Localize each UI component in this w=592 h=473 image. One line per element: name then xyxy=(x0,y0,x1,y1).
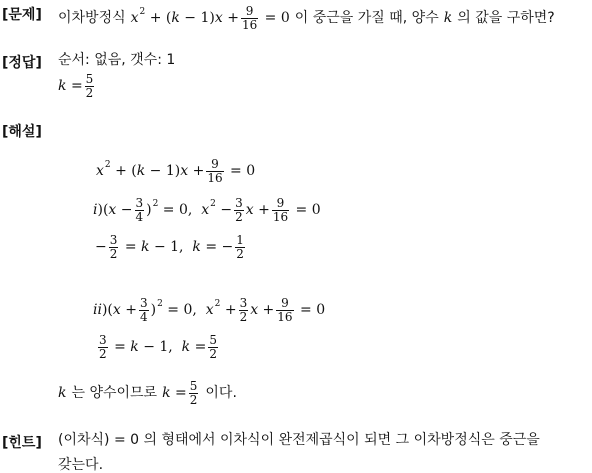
fraction: $\frac{1}{2}$ xyxy=(236,232,244,261)
problem-text-middle: 이 중근을 가질 때, 양수 xyxy=(294,10,439,26)
solution-case-1: i )( x − $\frac{3}{4}$ ) 2 = 0, x 2 − $\frac{3}{2}$ x + $\frac{9}{16}$ = 0 xyxy=(93,195,321,224)
hint-line-1: (이차식) = 0 의 형태에서 이차식이 완전제곱식이 되면 그 이차방정식은 중근을 xyxy=(58,432,540,448)
problem-text-intro: 이차방정식 xyxy=(58,10,126,26)
answer-label: [정답] xyxy=(2,55,42,71)
solution-line-5: $\frac{3}{2}$ = k − 1, k = $\frac{5}{2}$ xyxy=(99,332,217,361)
solution-label: [해설] xyxy=(2,124,42,140)
conclusion-text: 는 양수이므로 xyxy=(71,385,158,401)
fraction: $\frac{9}{16}$ xyxy=(241,3,258,32)
fraction: $\frac{3}{2}$ xyxy=(235,195,243,224)
conclusion-equation: k = $\frac{5}{2}$ xyxy=(162,378,198,407)
solution-line-1: x 2 + ( k − 1) x + $\frac{9}{16}$ = 0 xyxy=(96,156,256,185)
fraction: $\frac{3}{2}$ xyxy=(109,232,118,261)
solution-line-3: − $\frac{3}{2}$ = k − 1, k = − $\frac{1}{2}$ xyxy=(95,232,244,261)
problem-statement xyxy=(58,0,555,36)
fraction: $\frac{9}{16}$ xyxy=(277,295,293,324)
variable-k: k xyxy=(58,385,67,401)
fraction: $\frac{3}{4}$ xyxy=(140,295,148,324)
fraction: $\frac{3}{4}$ xyxy=(135,195,144,224)
fraction: $\frac{3}{2}$ xyxy=(99,332,107,361)
fraction: $\frac{9}{16}$ xyxy=(207,156,223,185)
fraction: $\frac{5}{2}$ xyxy=(209,332,217,361)
conclusion-end: 이다. xyxy=(205,385,237,401)
hint-label: [힌트] xyxy=(2,435,42,451)
answer-equation: k = $\frac{5}{2}$ xyxy=(58,71,94,100)
variable-k: k xyxy=(443,10,453,26)
fraction: $\frac{5}{2}$ xyxy=(189,378,198,407)
problem-equation: x 2 + ( k − 1) x + $\frac{9}{16}$ = 0 xyxy=(130,3,290,32)
solution-case-2: ii )( x + $\frac{3}{4}$ ) 2 = 0, x 2 + $\frac{3}{2}$ x + $\frac{9}{16}$ = 0 xyxy=(93,295,326,324)
fraction: $\frac{3}{2}$ xyxy=(239,295,248,324)
fraction: $\frac{9}{16}$ xyxy=(272,195,289,224)
problem-label: [문제] xyxy=(2,7,42,23)
problem-text-end: 의 값을 구하면? xyxy=(457,10,555,26)
fraction: $\frac{5}{2}$ xyxy=(85,71,94,100)
solution-conclusion xyxy=(58,375,237,411)
answer-line: 순서: 없음, 갯수: 1 xyxy=(58,52,176,68)
hint-line-2: 갖는다. xyxy=(58,457,104,473)
